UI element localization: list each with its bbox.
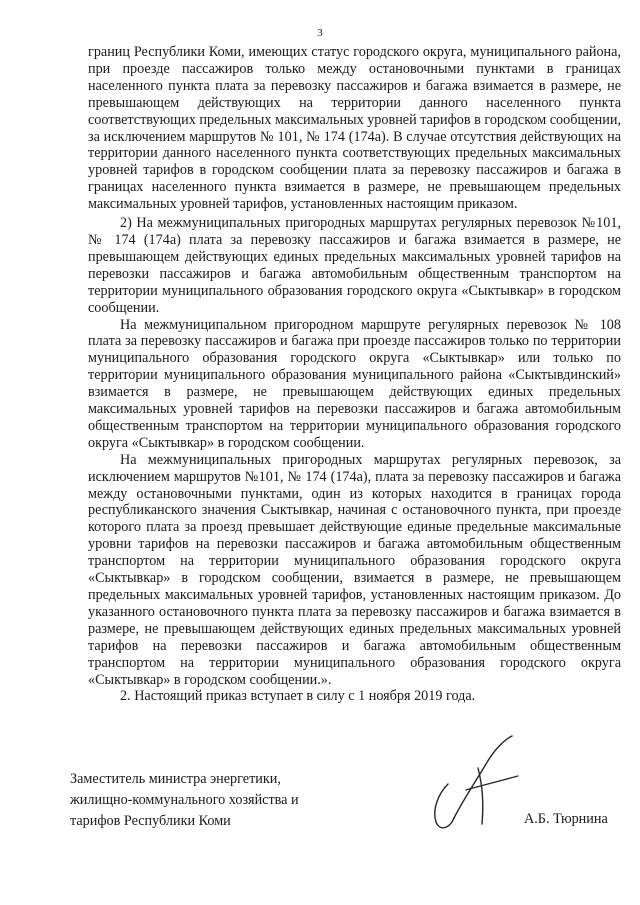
signatory-name: А.Б. Тюрнина — [524, 811, 608, 827]
signatory-title-line: жилищно-коммунального хозяйства и — [70, 792, 299, 808]
page-number: 3 — [317, 27, 323, 39]
document-body — [88, 44, 621, 705]
paragraph-clause-2: 2) На межмуниципальных пригородных маршрутах регулярных перевозок №101, № 174 (174а) плата за перевозку пассажиров и багажа взимается в размере, не превышающем действующих единых предельных максимальных уровней тарифов на перевозки пассажиров и багажа автомобильным общественным транспортом на территории муниципального образования городского округа «Сыктывкар» в городском сообщении. — [88, 215, 621, 316]
paragraph-continuation: границ Республики Коми, имеющих статус городского округа, муниципального района, при проезде пассажиров только между остановочными пунктами в границах населенного пункта плата за перевозку пассажиров и багажа взимается в размере, не превышающем действующих на территории данного населенного пункта соответствующих предельных максимальных уровней тарифов в городском сообщении, за исключением маршрутов № 101, № 174 (174а). В случае отсутствия действующих на территории данного населенного пункта соответствующих предельных максимальных уровней тарифов в городском сообщении плата за перевозку пассажиров и багажа в границах населенного пункта взимается в размере, не превышающем предельных максимальных уровней тарифов, установленных настоящим приказом. — [88, 44, 621, 213]
handwritten-signature — [420, 728, 530, 838]
signatory-title-line: Заместитель министра энергетики, — [70, 771, 281, 787]
paragraph-effective-date: 2. Настоящий приказ вступает в силу с 1 ноября 2019 года. — [120, 688, 476, 705]
signatory-title — [70, 769, 350, 832]
signatory-title-line: тарифов Республики Коми — [70, 813, 231, 829]
paragraph-route-108: На межмуниципальном пригородном маршруте регулярных перевозок № 108 плата за перевозку пассажиров и багажа при проезде пассажиров только по территории муниципального образования городского округа «Сыктывкар» или только по территории муниципального образования муниципального района «Сыктывдинский» взимается в размере, не превышающем действующих единых предельных максимальных уровней тарифов на перевозки пассажиров и багажа автомобильным общественным транспортом на территории муниципального образования городского округа «Сыктывкар» в городском сообщении. — [88, 316, 621, 451]
paragraph-intermunicipal-routes: На межмуниципальных пригородных маршрутах регулярных перевозок, за исключением маршрутов №101, № 174 (174а), плата за перевозку пассажиров и багажа между остановочными пунктами, один из которых находится в границах города республиканского значения Сыктывкар, начиная с остановочного пункта, при проезде которого плата за проезд превышает действующие единые предельные максимальные уровни тарифов на перевозки пассажиров и багажа автомобильным общественным транспортом на территории муниципального образования городского округа «Сыктывкар» в городском сообщении, взимается в размере, не превышающем предельных максимальных уровней тарифов, установленных настоящим приказом. До указанного остановочного пункта плата за перевозку пассажиров и багажа взимается в размере, не превышающем действующих единых предельных максимальных уровней тарифов на перевозки пассажиров и багажа автомобильным общественным транспортом на территории муниципального образования городского округа «Сыктывкар» в городском сообщении.». — [88, 451, 621, 688]
